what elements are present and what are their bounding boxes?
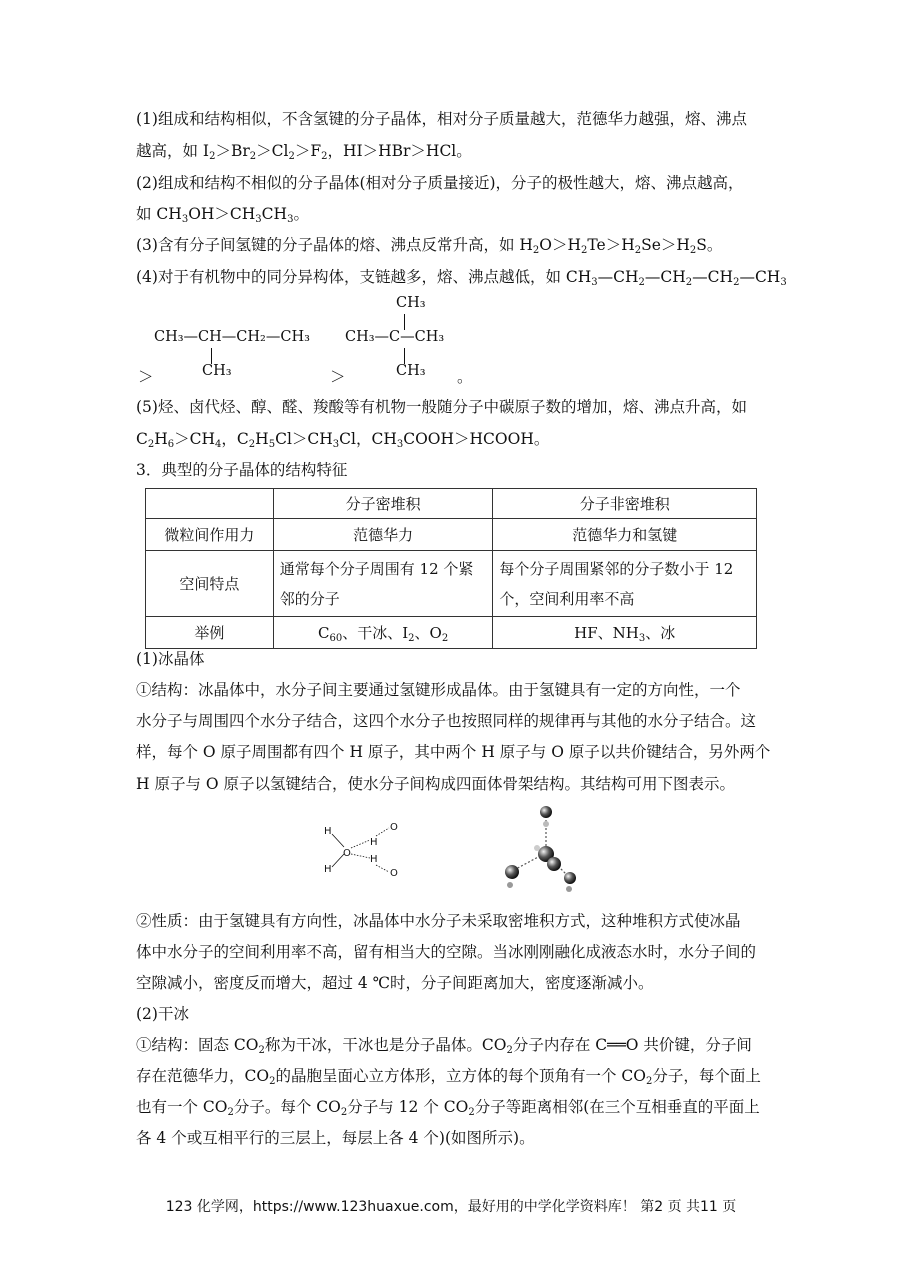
ice-structure-line-3: 样，每个 O 原子周围都有四个 H 原子，其中两个 H 原子与 O 原子以共价键结合，另外两个 bbox=[136, 743, 771, 761]
table-header-close-packing: 分子密堆积 bbox=[273, 489, 493, 519]
atom-o-label: O bbox=[390, 822, 398, 833]
table-cell: 每个分子周围紧邻的分子数小于 12 个，空间利用率不高 bbox=[493, 551, 757, 617]
greater-than-1: ＞ bbox=[138, 368, 154, 386]
atom-o-label: O bbox=[343, 848, 351, 859]
formula-end-mark: 。 bbox=[457, 368, 473, 386]
atom-h-label: H bbox=[370, 854, 378, 865]
para-3: (3)含有分子间氢键的分子晶体的熔、沸点反常升高，如 $H_2O>H_2Te>H_2Se>H_2S$。 bbox=[136, 236, 723, 256]
isopentane-branch: CH₃ bbox=[202, 363, 232, 379]
neopentane-top: CH₃ bbox=[396, 295, 426, 311]
para-1-line-2: 越高，如 $I_2>Br_2>Cl_2>F_2$，HI＞HBr＞HCl。 bbox=[136, 142, 472, 162]
para-4: (4)对于有机物中的同分异构体，支链越多，熔、沸点越低，如 $CH_3—CH_2—CH_2—CH_2—CH_3$ bbox=[136, 268, 787, 288]
ice-property-line-2: 体中水分子的空间利用率不高，留有相当大的空隙。当冰刚刚融化成液态水时，水分子间的 bbox=[136, 943, 757, 961]
ice-tetrahedral-model bbox=[490, 798, 585, 893]
table-cell: 通常每个分子周围有 12 个紧 邻的分子 bbox=[273, 551, 493, 617]
hydrogen-bond-diagram bbox=[318, 812, 408, 882]
hydrogen-atom-icon bbox=[543, 821, 549, 827]
oxygen-atom-icon bbox=[547, 857, 561, 871]
para-5-line-1: (5)烃、卤代烃、醇、醛、羧酸等有机物一般随分子中碳原子数的增加，熔、沸点升高，如 bbox=[136, 398, 747, 416]
table-row-label: 空间特点 bbox=[146, 551, 274, 617]
neopentane-bond-top bbox=[404, 314, 405, 330]
table-row-label: 微粒间作用力 bbox=[146, 519, 274, 551]
ice-property-line-1: ②性质：由于氢键具有方向性，冰晶体中水分子未采取密堆积方式，这种堆积方式使冰晶 bbox=[136, 912, 741, 930]
section-3-heading: 3．典型的分子晶体的结构特征 bbox=[136, 461, 348, 479]
ice-structure-line-1: ①结构：冰晶体中，水分子间主要通过氢键形成晶体。由于氢键具有一定的方向性，一个 bbox=[136, 681, 741, 699]
table-cell: $C_{60}$、干冰、$I_2$、$O_2$ bbox=[273, 617, 493, 649]
dry-ice-heading: (2)干冰 bbox=[136, 1005, 189, 1023]
crystal-structure-table bbox=[145, 488, 757, 649]
hydrogen-atom-icon bbox=[534, 845, 540, 851]
para-2-line-1: (2)组成和结构不相似的分子晶体(相对分子质量接近)，分子的极性越大，熔、沸点越高， bbox=[136, 174, 744, 192]
atom-h-label: H bbox=[370, 837, 378, 848]
ice-property-line-3: 空隙减小，密度反而增大，超过 4 ℃时，分子间距离加大，密度逐渐减小。 bbox=[136, 974, 654, 992]
table-header-non-close-packing: 分子非密堆积 bbox=[493, 489, 757, 519]
isopentane-main-chain: CH₃—CH—CH₂—CH₃ bbox=[154, 329, 310, 345]
ice-heading: (1)冰晶体 bbox=[136, 650, 205, 668]
para-1-line-1: (1)组成和结构相似，不含氢键的分子晶体，相对分子质量越大，范德华力越强，熔、沸点 bbox=[136, 110, 747, 128]
hydrogen-atom-icon bbox=[507, 882, 513, 888]
table-cell: HF、$NH_3$、冰 bbox=[493, 617, 757, 649]
dry-ice-line-2: 存在范德华力，$CO_2$的晶胞呈面心立方体形，立方体的每个顶角有一个 $CO_2$分子，每个面上 bbox=[136, 1067, 761, 1087]
oxygen-atom-icon bbox=[564, 872, 576, 884]
neopentane-bottom: CH₃ bbox=[396, 363, 426, 379]
table-row bbox=[146, 551, 757, 617]
neopentane-bond-bottom bbox=[404, 348, 405, 364]
table-row bbox=[146, 489, 757, 519]
table-cell: 范德华力和氢键 bbox=[493, 519, 757, 551]
ice-structure-line-2: 水分子与周围四个水分子结合，这四个水分子也按照同样的规律再与其他的水分子结合。这 bbox=[136, 712, 757, 730]
atom-h-label: H bbox=[324, 864, 332, 875]
table-row bbox=[146, 617, 757, 649]
dry-ice-line-3: 也有一个 $CO_2$分子。每个 $CO_2$分子与 12 个 $CO_2$分子等距离相邻(在三个互相垂直的平面上 bbox=[136, 1098, 760, 1118]
oxygen-atom-icon bbox=[540, 806, 552, 818]
dry-ice-line-1: ①结构：固态 $CO_2$称为干冰，干冰也是分子晶体。$CO_2$分子内存在 C══O 共价键，分子间 bbox=[136, 1036, 752, 1056]
table-cell-empty bbox=[146, 489, 274, 519]
dry-ice-line-4: 各 4 个或互相平行的三层上，每层上各 4 个)(如图所示)。 bbox=[136, 1129, 535, 1147]
table-row bbox=[146, 519, 757, 551]
para-5-line-2: $C_2H_6>CH_4$，$C_2H_5Cl>CH_3Cl$，$CH_3COOH>HCOOH$。 bbox=[136, 430, 550, 450]
table-cell: 范德华力 bbox=[273, 519, 493, 551]
ice-structure-line-4: H 原子与 O 原子以氢键结合，使水分子间构成四面体骨架结构。其结构可用下图表示。 bbox=[136, 775, 736, 793]
isopentane-bond bbox=[211, 348, 212, 364]
hydrogen-atom-icon bbox=[566, 886, 572, 892]
oxygen-atom-icon bbox=[505, 865, 519, 879]
atom-o-label: O bbox=[390, 868, 398, 879]
page-footer: 123 化学网，https://www.123huaxue.com，最好用的中学化学资料库！ 第2 页 共11 页 bbox=[165, 1199, 737, 1215]
neopentane-main: CH₃—C—CH₃ bbox=[345, 329, 445, 345]
para-2-line-2: 如 $CH_3OH>CH_3CH_3$。 bbox=[136, 205, 309, 225]
atom-h-label: H bbox=[324, 826, 332, 837]
table-row-label: 举例 bbox=[146, 617, 274, 649]
greater-than-2: ＞ bbox=[330, 368, 346, 386]
